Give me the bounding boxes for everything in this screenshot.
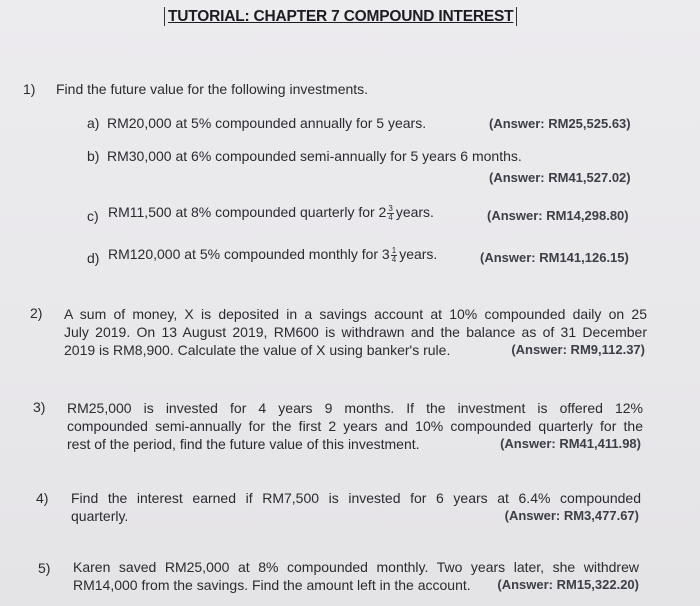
q1d-frac-num: 1: [391, 245, 397, 255]
q1a-text: RM20,000 at 5% compounded annually for 5 years.: [107, 115, 427, 131]
q3-line-3-row: [67, 435, 643, 453]
q1c-text-before: RM11,500 at 8% compounded quarterly for 2: [108, 204, 387, 220]
q5-line-1: Karen saved RM25,000 at 8% compounded monthly. Two years later, she withdrew: [73, 559, 639, 575]
q2-answer: (Answer: RM9,112.37): [511, 342, 645, 357]
q1d-answer: (Answer: RM141,126.15): [480, 250, 629, 265]
q1c-answer: (Answer: RM14,298.80): [487, 208, 629, 223]
q2-paragraph: [64, 305, 647, 359]
q1d-text-after: years.: [399, 246, 438, 262]
q1c-fraction: [387, 205, 393, 222]
q4-paragraph: [71, 489, 641, 525]
q4-number: 4): [36, 490, 49, 506]
q3-paragraph: [67, 399, 643, 453]
q2-number: 2): [30, 305, 43, 321]
q1-number: 1): [23, 81, 36, 97]
q5-answer: (Answer: RM15,322.20): [497, 577, 639, 592]
q2-line-1: A sum of money, X is deposited in a savings account at 10% compounded daily on 25: [64, 306, 647, 322]
q5-number: 5): [38, 560, 51, 576]
q1c-frac-num: 3: [388, 203, 393, 213]
q1d-label: d): [87, 250, 100, 266]
q1d-text-before: RM120,000 at 5% compounded monthly for 3: [108, 246, 390, 262]
q4-line-2: quarterly.: [71, 508, 129, 524]
q2-line-3-row: [64, 341, 647, 359]
q1b-label: b): [87, 148, 100, 164]
q2-line-3: 2019 is RM8,900. Calculate the value of X using banker's rule.: [64, 342, 451, 358]
q1c-label: c): [87, 208, 99, 224]
q4-line-1: Find the interest earned if RM7,500 is invested for 6 years at 6.4% compounded: [71, 490, 641, 506]
q3-line-2: compounded semi-annually for the first 2 years and 10% compounded quarterly for the: [67, 418, 643, 434]
q3-line-1: RM25,000 is invested for 4 years 9 months. If the investment is offered 12%: [67, 400, 643, 416]
q1b-text: RM30,000 at 6% compounded semi-annually for 5 years 6 months.: [107, 148, 522, 164]
q1d-fraction: [391, 247, 397, 264]
q1d-text: [108, 246, 437, 264]
q3-answer: (Answer: RM41,411.98): [500, 436, 641, 451]
q5-line-2-row: [73, 576, 639, 594]
q1d-frac-den: 4: [391, 254, 397, 264]
q3-number: 3): [33, 399, 46, 415]
q1c-text-after: years.: [395, 204, 434, 220]
page-title: TUTORIAL: CHAPTER 7 COMPOUND INTEREST: [164, 7, 517, 26]
q1b-answer: (Answer: RM41,527.02): [489, 170, 631, 185]
q1c-frac-den: 4: [388, 212, 393, 222]
q5-line-2: RM14,000 from the savings. Find the amount left in the account.: [73, 577, 471, 593]
q5-paragraph: [73, 558, 639, 594]
q3-line-3: rest of the period, find the future value of this investment.: [67, 436, 420, 452]
q4-line-2-row: [71, 507, 641, 525]
q1a-answer: (Answer: RM25,525.63): [489, 116, 631, 131]
q2-line-2: July 2019. On 13 August 2019, RM600 is withdrawn and the balance as of 31 December: [64, 324, 647, 340]
q1a-label: a): [87, 115, 100, 131]
q1-text: Find the future value for the following investments.: [56, 81, 369, 97]
q4-answer: (Answer: RM3,477.67): [504, 508, 639, 523]
q1c-text: [108, 204, 434, 222]
